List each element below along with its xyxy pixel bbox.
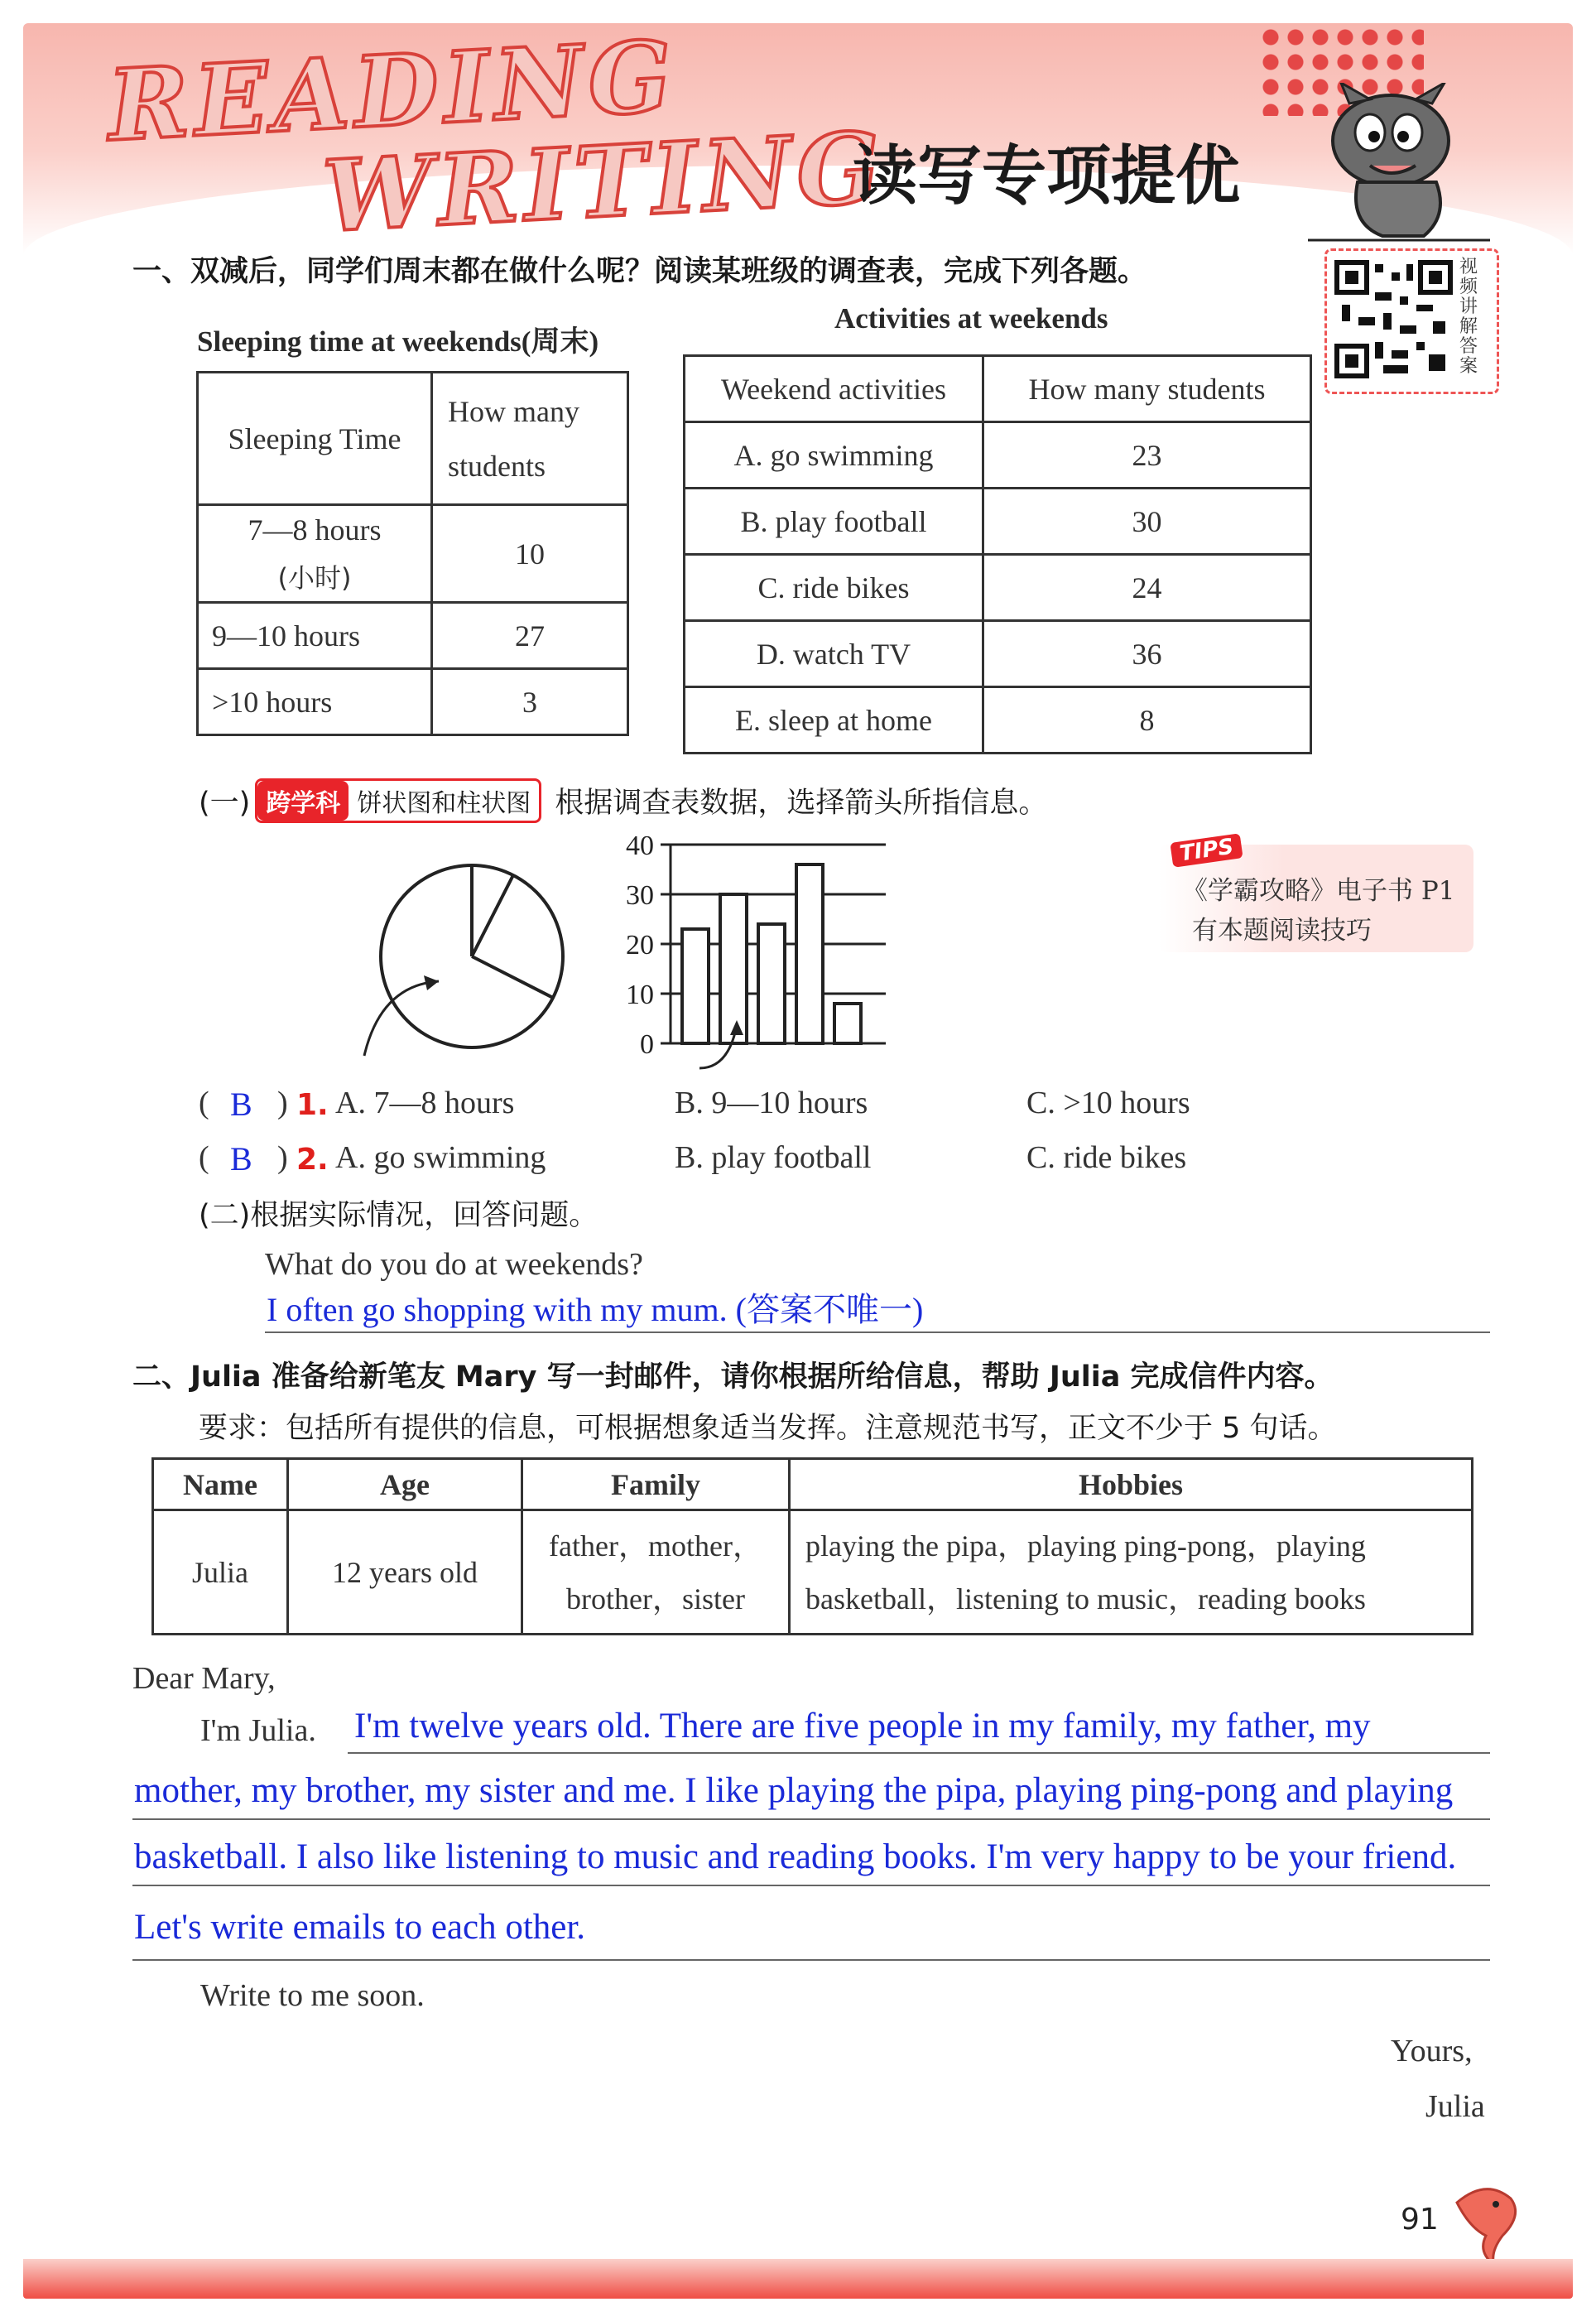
- option-c: C. >10 hours: [1026, 1086, 1190, 1120]
- bar-C: [758, 924, 785, 1043]
- table-cell: C. ride bikes: [685, 555, 983, 621]
- family-line: brother，sister: [566, 1582, 745, 1616]
- bar-tick-label: 0: [640, 1029, 654, 1060]
- table-cell: [790, 1510, 1473, 1635]
- activity-table-caption: Activities at weekends: [834, 302, 1108, 335]
- bar-A: [682, 929, 709, 1043]
- writing-line: [132, 1959, 1490, 1961]
- sleep-time-note: (小时): [277, 561, 352, 594]
- sleep-time: 7—8 hours: [248, 513, 382, 547]
- table-header-cell: Family: [522, 1459, 790, 1510]
- bar-chart: [613, 836, 911, 1076]
- letter-line-3: basketball. I also like listening to music and reading books. I'm very happy to be your friend.: [134, 1837, 1457, 1876]
- activity-table: [683, 354, 1312, 754]
- bar-D: [796, 864, 823, 1043]
- table-row: [153, 1510, 1473, 1635]
- table-cell: 24: [983, 555, 1311, 621]
- table-header-cell: Name: [153, 1459, 288, 1510]
- letter-sign-yours: Yours,: [1391, 2034, 1473, 2068]
- qr-caption: 视频讲解答案: [1459, 257, 1478, 377]
- table-header-cell: Hobbies: [790, 1459, 1473, 1510]
- cross-subject-badge: 跨学科: [257, 781, 349, 821]
- cat-mascot-icon: [1291, 83, 1498, 248]
- table-cell: >10 hours: [198, 669, 432, 735]
- info-table: [151, 1457, 1473, 1635]
- table-row: [685, 356, 1311, 422]
- bar-B: [720, 894, 747, 1043]
- reading-word: READING: [104, 18, 680, 163]
- letter-greeting: Dear Mary,: [132, 1661, 276, 1696]
- table-row: [685, 621, 1311, 687]
- answer-2: B: [230, 1140, 252, 1177]
- page-number: 91: [1401, 2203, 1439, 2237]
- answer-1: B: [230, 1086, 252, 1123]
- section2-heading: 二、Julia 准备给新笔友 Mary 写一封邮件，请你根据所给信息，帮助 Julia 完成信件内容。: [132, 1360, 1334, 1394]
- hobbies-line: basketball，listening to music，reading books: [805, 1582, 1366, 1616]
- qr-code-box[interactable]: [1324, 248, 1499, 394]
- part2-question: What do you do at weekends?: [265, 1247, 643, 1282]
- bar-tick-label: 20: [626, 930, 654, 961]
- table-cell: E. sleep at home: [685, 687, 983, 754]
- table-cell: 27: [432, 603, 628, 669]
- table-row: [153, 1459, 1473, 1510]
- table-row: [685, 555, 1311, 621]
- table-cell: D. watch TV: [685, 621, 983, 687]
- option-c: C. ride bikes: [1026, 1140, 1187, 1175]
- tips-badge: TIPS: [1170, 833, 1243, 868]
- table-cell: Julia: [153, 1510, 288, 1635]
- question-number-2: 2.: [296, 1143, 329, 1177]
- part1-label: (一): [199, 787, 251, 820]
- table-header-cell: Sleeping Time: [198, 373, 432, 505]
- footer-bar: [23, 2259, 1573, 2299]
- question-number-1: 1.: [296, 1088, 329, 1122]
- dolphin-icon: [1445, 2178, 1523, 2269]
- table-header-cell: Age: [288, 1459, 522, 1510]
- letter-line-4: Let's write emails to each other.: [134, 1908, 586, 1947]
- family-line: father，mother，: [549, 1529, 762, 1563]
- tips-line1: 《学霸攻略》电子书 P1: [1182, 876, 1455, 906]
- bar-E: [834, 1004, 861, 1043]
- bar-tick-label: 30: [626, 880, 654, 911]
- table-row: [685, 489, 1311, 555]
- table-cell: [522, 1510, 790, 1635]
- pie-chart: [348, 861, 588, 1076]
- table-cell: B. play football: [685, 489, 983, 555]
- answer-line: [265, 1331, 1490, 1333]
- qr-code-icon[interactable]: [1334, 259, 1454, 379]
- cross-subject-tag: [255, 778, 541, 823]
- letter-closing: Write to me soon.: [200, 1978, 425, 2013]
- question-2: ( B ) 2. A. go swimming B. play football C. ride bikes: [199, 1140, 1187, 1177]
- part2-answer: I often go shopping with my mum. (答案不唯一): [267, 1291, 924, 1328]
- section2-requirement: 要求：包括所有提供的信息，可根据想象适当发挥。注意规范书写，正文不少于 5 句话。: [199, 1412, 1337, 1445]
- letter-intro: I'm Julia.: [200, 1713, 316, 1748]
- letter-sign-name: Julia: [1425, 2089, 1485, 2124]
- table-row: [198, 505, 628, 603]
- tips-line2: 有本题阅读技巧: [1192, 916, 1372, 946]
- sleep-table-caption: Sleeping time at weekends(周末): [197, 325, 599, 358]
- section1-heading: 一、双减后，同学们周末都在做什么呢？阅读某班级的调查表，完成下列各题。: [132, 255, 1147, 288]
- part1-instruction: 根据调查表数据，选择箭头所指信息。: [555, 787, 1048, 820]
- hobbies-line: playing the pipa，playing ping-pong，playing: [805, 1529, 1366, 1563]
- table-row: [198, 669, 628, 735]
- bar-tick-label: 10: [626, 980, 654, 1010]
- table-cell: 9—10 hours: [198, 603, 432, 669]
- table-cell: 30: [983, 489, 1311, 555]
- table-row: [198, 373, 628, 505]
- table-cell: A. go swimming: [685, 422, 983, 489]
- option-b: B. 9—10 hours: [675, 1086, 868, 1120]
- table-row: [685, 687, 1311, 754]
- page-title: 读写专项提优: [853, 139, 1241, 214]
- table-cell: [198, 505, 432, 603]
- table-cell: 3: [432, 669, 628, 735]
- table-header-cell: How many students: [983, 356, 1311, 422]
- sleep-table: [196, 371, 629, 736]
- writing-line: [132, 1818, 1490, 1820]
- table-cell: 8: [983, 687, 1311, 754]
- letter-line-1: I'm twelve years old. There are five people in my family, my father, my: [354, 1707, 1371, 1746]
- table-cell: 36: [983, 621, 1311, 687]
- bar-tick-label: 40: [626, 836, 654, 861]
- tips-box: [1159, 834, 1473, 952]
- writing-line: [132, 1885, 1490, 1886]
- writing-word: WRITING: [320, 109, 888, 254]
- part2-label: (二)根据实际情况，回答问题。: [199, 1199, 598, 1232]
- table-row: [198, 603, 628, 669]
- table-cell: 23: [983, 422, 1311, 489]
- writing-line: [348, 1752, 1490, 1754]
- option-a: A. 7—8 hours: [335, 1086, 515, 1120]
- letter-line-2: mother, my brother, my sister and me. I like playing the pipa, playing ping-pong and playing: [134, 1771, 1454, 1810]
- table-header-cell: Weekend activities: [685, 356, 983, 422]
- option-a: A. go swimming: [335, 1140, 546, 1175]
- table-row: [685, 422, 1311, 489]
- question-1: ( B ) 1. A. 7—8 hours B. 9—10 hours C. >10 hours: [199, 1086, 1190, 1123]
- table-cell: 10: [432, 505, 628, 603]
- table-cell: 12 years old: [288, 1510, 522, 1635]
- option-b: B. play football: [675, 1140, 872, 1175]
- part1-heading: [199, 778, 1047, 823]
- tag-topic: 饼状图和柱状图: [357, 789, 531, 818]
- table-header-cell: How many students: [432, 373, 628, 505]
